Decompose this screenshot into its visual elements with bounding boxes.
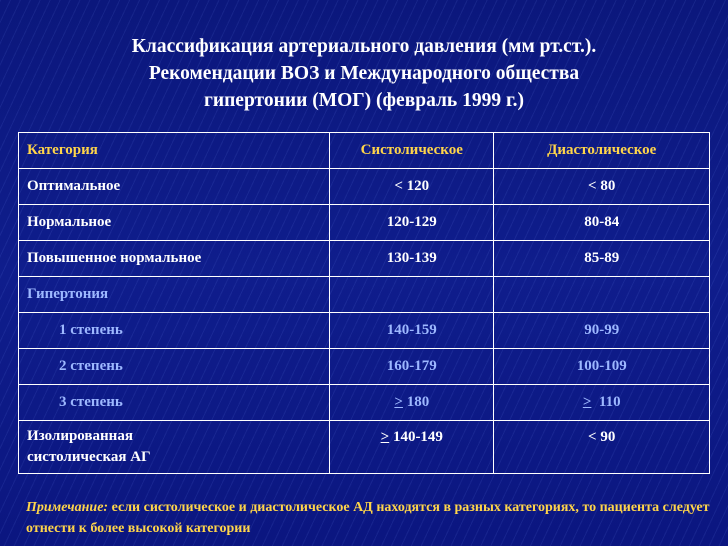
row-category: Гипертония (19, 277, 330, 313)
footnote-text: если систолическое и диастолическое АД находятся в разных категориях, то пациента следует отнести к более высокой категории (26, 500, 710, 536)
row-category: Оптимальное (19, 169, 330, 205)
row-category: 3 степень (19, 385, 330, 421)
header-systolic: Систолическое (330, 133, 494, 169)
row-systolic: 140-159 (330, 313, 494, 349)
bp-classification-table (18, 132, 710, 474)
row-category: Повышенное нормальное (19, 241, 330, 277)
row-diastolic: < 80 (494, 169, 710, 205)
table-row (19, 385, 710, 421)
table-row (19, 205, 710, 241)
title-line-1: Классификация артериального давления (мм рт.ст.). (131, 36, 597, 57)
row-systolic: < 120 (330, 169, 494, 205)
row-systolic: 130-139 (330, 241, 494, 277)
header-category: Категория (19, 133, 330, 169)
greater-equal-symbol: > (582, 394, 592, 410)
row-systolic: 160-179 (330, 349, 494, 385)
row-diastolic (494, 385, 710, 421)
greater-equal-symbol: > (380, 429, 390, 445)
table-row (19, 421, 710, 474)
table-header-row (19, 133, 710, 169)
table-row (19, 313, 710, 349)
row-diastolic-value: 110 (591, 394, 621, 410)
table-row (19, 169, 710, 205)
row-category: 1 степень (19, 313, 330, 349)
table-row-hypertension-group (19, 277, 710, 313)
footnote (26, 497, 716, 539)
row-diastolic-empty (494, 277, 710, 313)
row-category-line-1: Изолированная (27, 428, 133, 444)
row-systolic-value: 180 (402, 394, 430, 410)
title-line-2: Рекомендации ВОЗ и Международного общества (148, 63, 580, 84)
row-category: Нормальное (19, 205, 330, 241)
table-row (19, 241, 710, 277)
row-systolic: 120-129 (330, 205, 494, 241)
row-systolic (330, 385, 494, 421)
row-category (19, 421, 330, 474)
row-diastolic: 90-99 (494, 313, 710, 349)
row-systolic (330, 421, 494, 474)
footnote-label: Примечание: (26, 500, 109, 515)
row-diastolic: 100-109 (494, 349, 710, 385)
row-diastolic: 80-84 (494, 205, 710, 241)
row-diastolic: 85-89 (494, 241, 710, 277)
slide-title (0, 33, 728, 114)
row-systolic-empty (330, 277, 494, 313)
title-line-3: гипертонии (МОГ) (февраль 1999 г.) (203, 90, 525, 111)
table-row (19, 349, 710, 385)
greater-equal-symbol: > (394, 394, 403, 410)
row-systolic-value: 140-149 (389, 429, 443, 445)
header-diastolic: Диастолическое (494, 133, 710, 169)
row-category: 2 степень (19, 349, 330, 385)
row-category-line-2: систолическая АГ (27, 449, 151, 465)
row-diastolic: < 90 (494, 421, 710, 474)
